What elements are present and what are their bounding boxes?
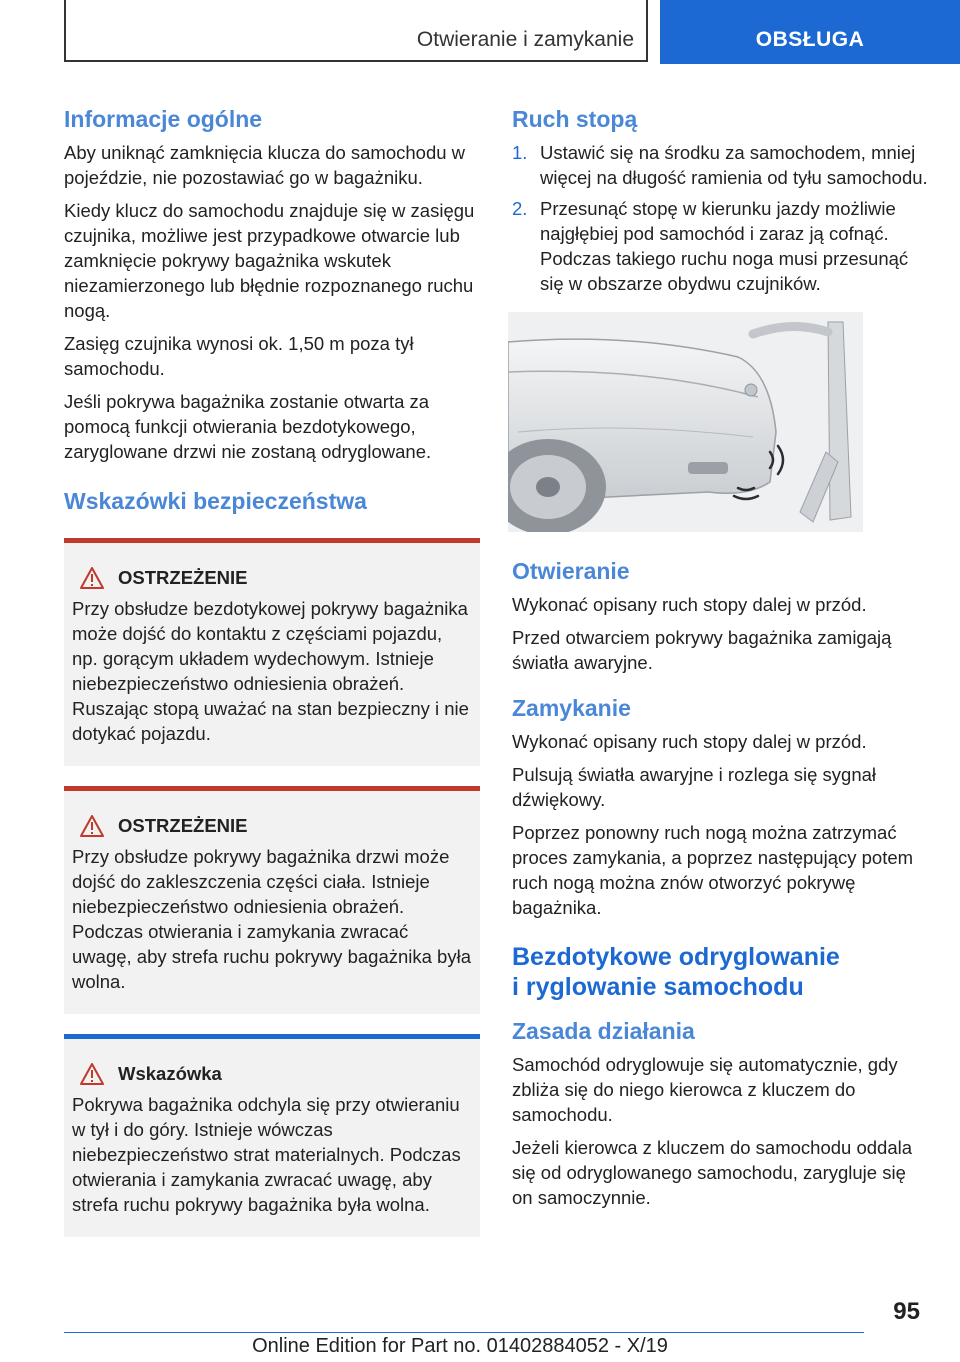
warning-box [64,786,480,1014]
paragraph: Poprzez ponowny ruch nogą można zatrzymać proces zamykania, a poprzez następujący potem ruch nogą można znów otworzyć pokrywę bagażnika. [512,822,914,918]
warning-title [72,813,472,838]
warning-triangle-icon [80,815,104,837]
heading-opening: Otwieranie [512,558,630,584]
warning-text: Przy obsłudze bezdotykowej pokrywy bagażnika może dojść do kontaktu z częściami pojazdu, np. gorącym układem wydechowym. Istnieje niebezpieczeństwo odniesienia obrażeń. Ruszając stopą uważać na stan bezpieczny i nie dotykać pojazdu. [72,598,469,744]
paragraph: Samochód odryglowuje się automatycznie, gdy zbliża się do niego kierowca z kluczem do samochodu. [512,1054,898,1125]
warning-box [64,538,480,766]
step-text: Ustawić się na środku za samochodem, mniej więcej na długość ramienia od tyłu samochodu. [540,142,928,188]
note-box [64,1034,480,1237]
warning-triangle-icon [80,1063,104,1085]
paragraph: Pulsują światła awaryjne i rozlega się sygnał dźwiękowy. [512,764,877,810]
page-header [64,0,960,64]
steps-list [512,140,928,296]
heading-keyless-line2: i ryglowanie samochodu [512,973,804,1001]
page-number: 95 [893,1298,920,1325]
illustration-foot-gesture [508,312,863,532]
warning-label: OSTRZEŻENIE [118,567,248,588]
chapter-tab[interactable]: OBSŁUGA [660,0,960,64]
section-title: Otwieranie i zamykanie [64,0,648,62]
warning-title [72,565,472,590]
note-title [72,1061,472,1086]
paragraph: Wykonać opisany ruch stopy dalej w przód. [512,731,867,752]
right-column [512,96,928,1218]
edition-info: Online Edition for Part no. 01402884052 - X/19 [252,1335,668,1357]
left-column [64,96,480,1255]
note-text: Pokrywa bagażnika odchyla się przy otwieraniu w tył i do góry. Istnieje wówczas niebezpieczeństwo strat materialnych. Podczas otwierania i zamykania zwracać uwagę, aby strefa ruchu pokrywy bagażnika była wolna. [72,1094,461,1215]
heading-keyless-line1: Bezdotykowe odryglowanie [512,943,840,971]
warning-label: OSTRZEŻENIE [118,815,248,836]
paragraph: Jeśli pokrywa bagażnika zostanie otwarta za pomocą funkcji otwierania bezdotykowego, zaryglowane drzwi nie zostaną odryglowane. [64,391,432,462]
paragraph: Kiedy klucz do samochodu znajduje się w zasięgu czujnika, możliwe jest przypadkowe otwarcie lub zamknięcie pokrywy bagażnika wskutek niezamierzonego lub błędnie rozpoznanego ruchu nogą. [64,200,475,321]
heading-safety: Wskazówki bezpieczeństwa [64,488,367,514]
step-number: 2. [512,198,528,219]
paragraph: Wykonać opisany ruch stopy dalej w przód. [512,594,867,615]
heading-keyless [512,942,928,1002]
heading-principle: Zasada działania [512,1018,695,1044]
step-number: 1. [512,142,528,163]
warning-text: Przy obsłudze pokrywy bagażnika drzwi może dojść do zakleszczenia części ciała. Istnieje niebezpieczeństwo odniesienia obrażeń. Podczas otwierania i zamykania zwracać uwagę, aby strefa ruchu pokrywy bagażnika była wolna. [72,846,471,992]
step-text: Przesunąć stopę w kierunku jazdy możliwie najgłębiej pod samochód i zaraz ją cofnąć. Podczas takiego ruchu noga musi przesunąć się w obszarze obydwu czujników. [540,198,909,294]
list-item [512,140,928,190]
heading-foot-motion: Ruch stopą [512,106,638,132]
footer-divider [64,1332,864,1333]
warning-triangle-icon [80,567,104,589]
paragraph: Przed otwarciem pokrywy bagażnika zamigają światła awaryjne. [512,627,892,673]
paragraph: Aby uniknąć zamknięcia klucza do samochodu w pojeździe, nie pozostawiać go w bagażniku. [64,142,466,188]
note-label: Wskazówka [118,1063,222,1084]
paragraph: Zasięg czujnika wynosi ok. 1,50 m poza tył samochodu. [64,333,414,379]
list-item [512,196,928,296]
paragraph: Jeżeli kierowca z kluczem do samochodu oddala się od odryglowanego samochodu, zarygluje się on samoczynnie. [512,1137,913,1208]
car-rear-illustration [508,312,863,532]
heading-closing: Zamykanie [512,695,631,721]
heading-general-info: Informacje ogólne [64,106,263,132]
